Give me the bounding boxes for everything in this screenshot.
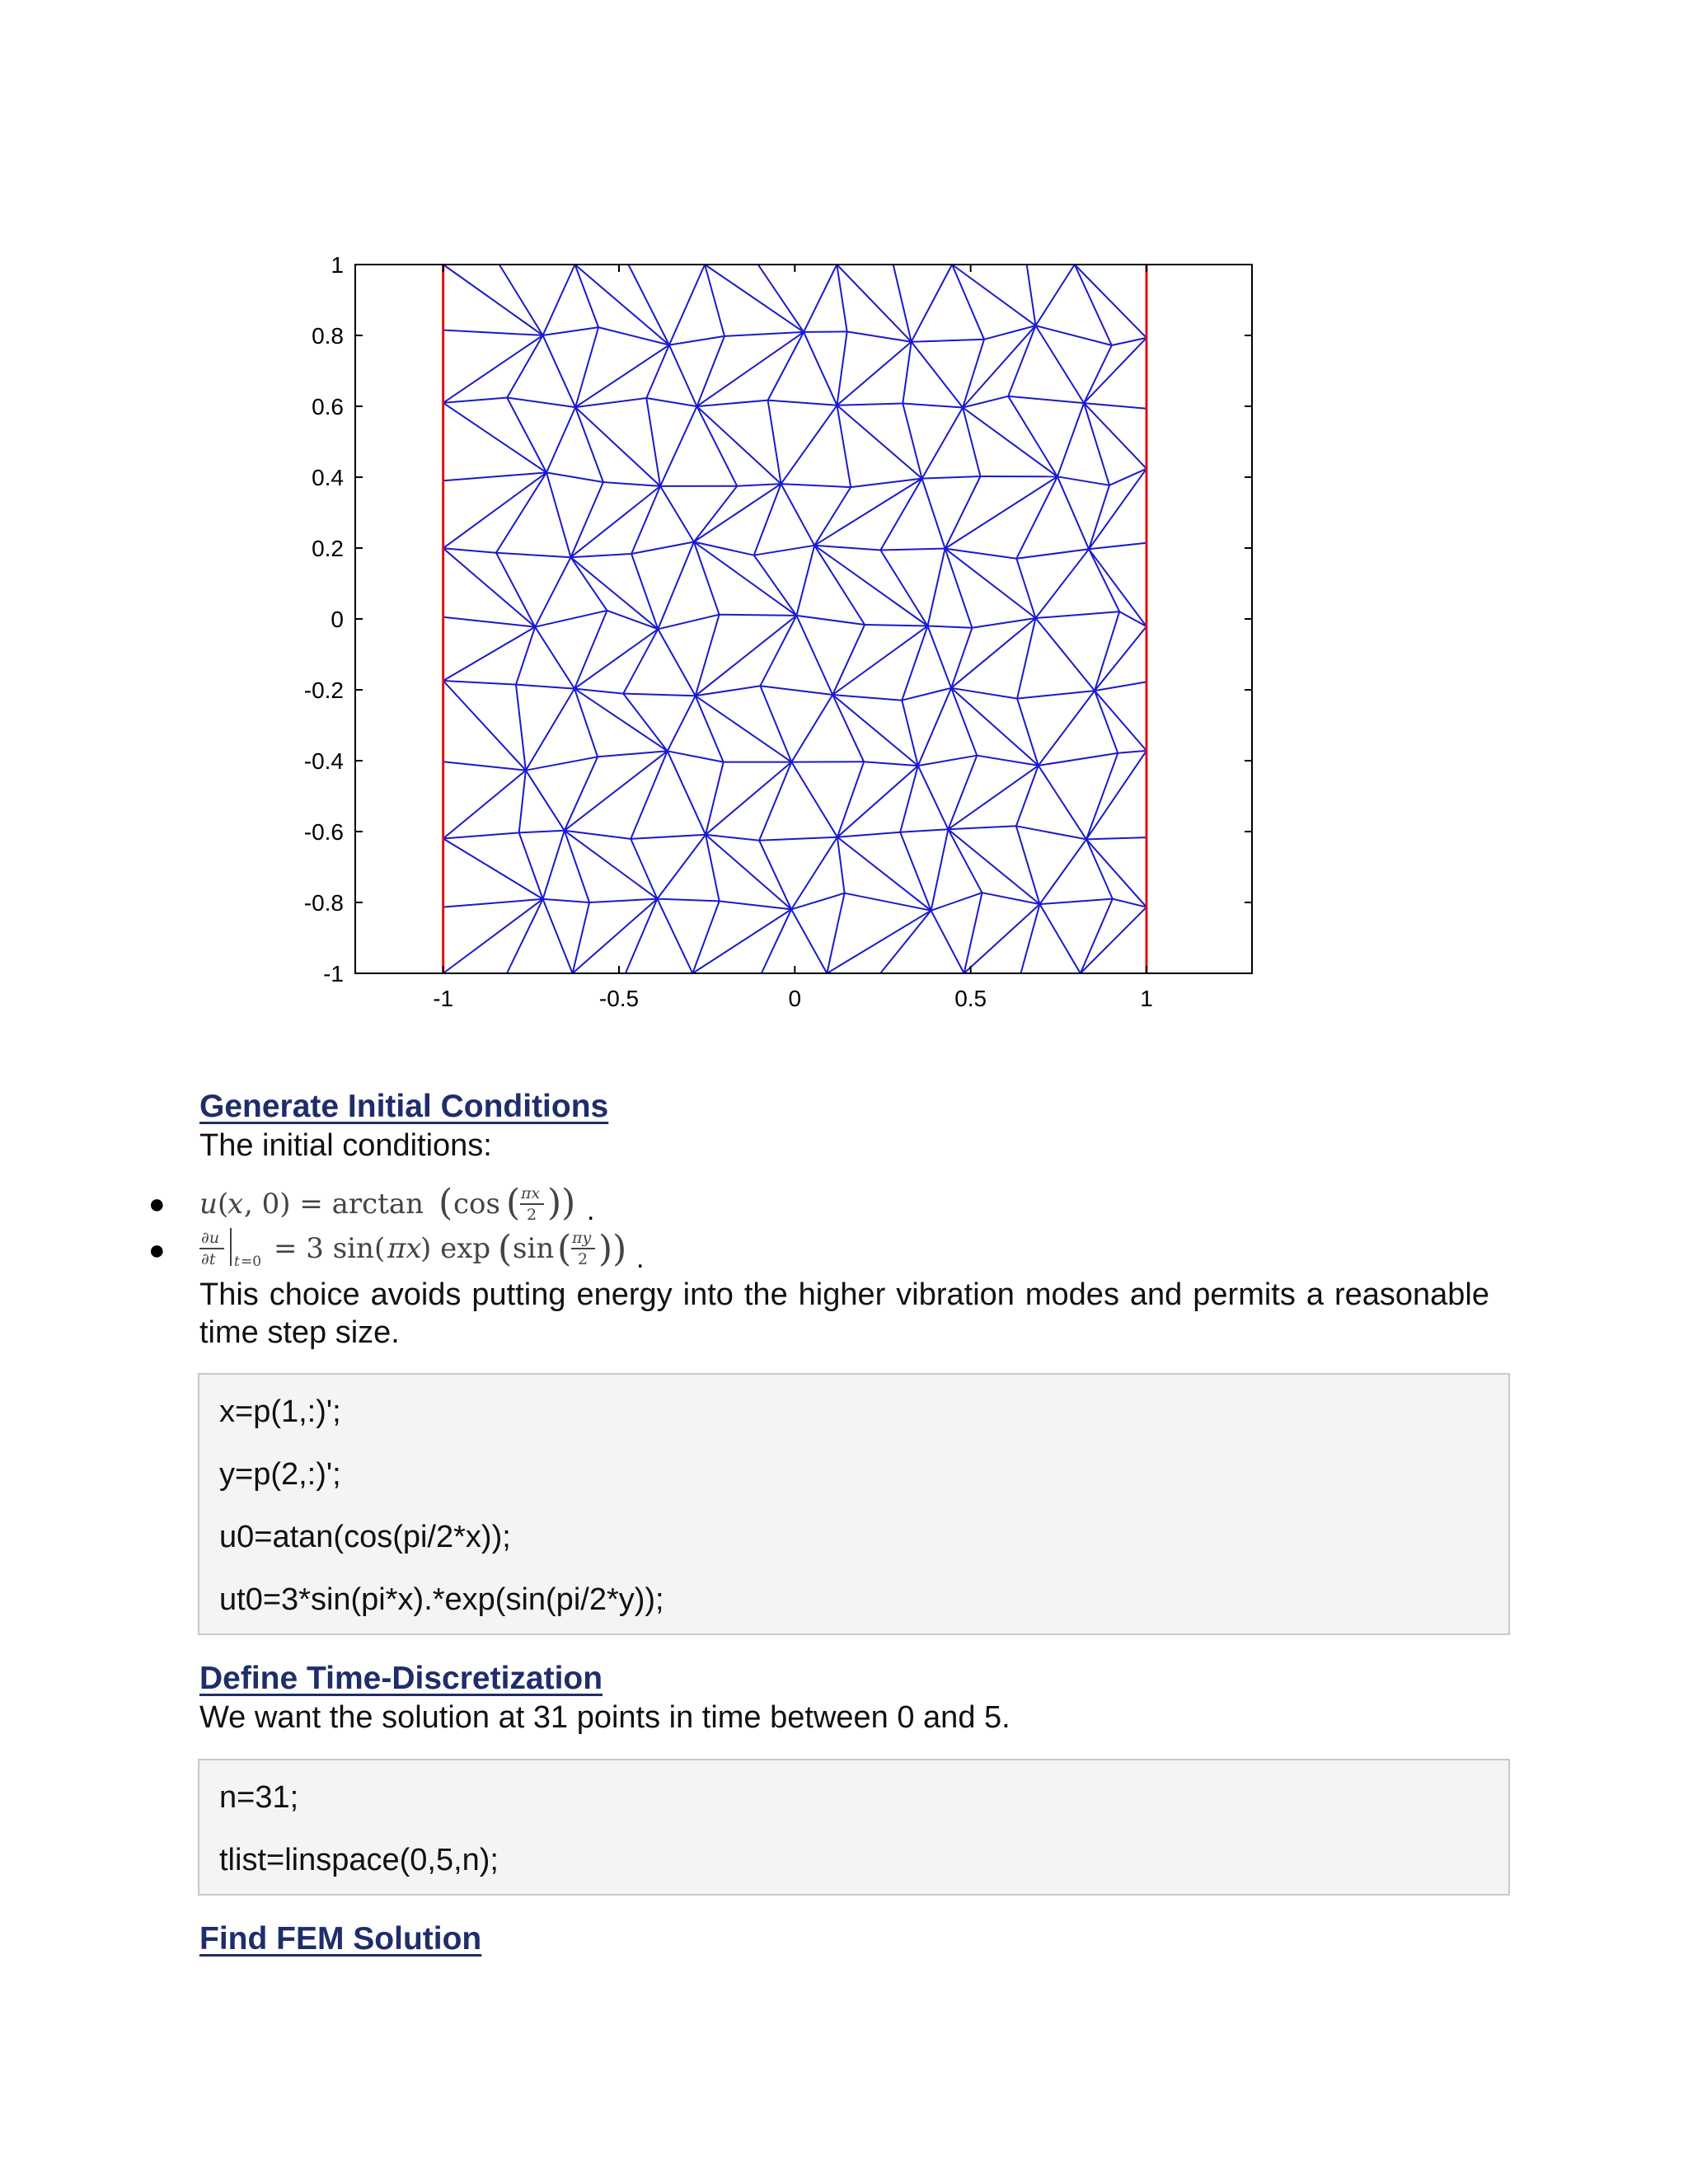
svg-text:πx: πx (521, 1184, 541, 1202)
x-tick-label: 0.5 (954, 986, 987, 1011)
svg-text:) exp: ) exp (420, 1232, 491, 1265)
code-line: x=p(1,:)'; (219, 1394, 341, 1429)
x-tick-labels (433, 986, 1153, 1011)
x-tick-label: -0.5 (598, 986, 640, 1011)
svg-text:)): )) (598, 1228, 627, 1270)
formula-ut0-rendering (199, 1225, 826, 1271)
x-tick-label: 1 (1140, 986, 1153, 1011)
y-tick-label: 0 (331, 607, 344, 632)
x-tick-label: 0 (788, 986, 802, 1011)
bullet-icon: ● (148, 1235, 166, 1266)
initial-conditions-intro: The initial conditions: (199, 1128, 492, 1163)
code-line: n=31; (219, 1780, 299, 1815)
svg-text:∂u: ∂u (201, 1229, 220, 1247)
y-tick-label: -0.2 (303, 677, 344, 703)
svg-text:(: ( (218, 1188, 229, 1221)
y-tick-label: -0.4 (303, 748, 344, 774)
heading-initial-conditions[interactable]: Generate Initial Conditions (199, 1089, 609, 1124)
heading-find-fem-solution[interactable]: Find FEM Solution (199, 1921, 482, 1957)
heading-time-discretization[interactable]: Define Time-Discretization (199, 1661, 603, 1696)
svg-text:sin: sin (513, 1232, 555, 1265)
bullet-icon: ● (148, 1188, 166, 1220)
svg-text:πy: πy (572, 1229, 592, 1247)
code-block-initial-conditions (198, 1373, 1510, 1635)
y-tick-label: 1 (331, 252, 344, 278)
formula-u0 (148, 1179, 808, 1225)
y-tick-label: -0.8 (303, 890, 344, 916)
initial-conditions-explanation: This choice avoids putting energy into the higher vibration modes and permits a reasonable time step size. (199, 1277, 1489, 1350)
y-tick-label: 0.6 (312, 394, 344, 419)
y-tick-label: 0.4 (312, 465, 344, 490)
svg-text:2: 2 (578, 1250, 588, 1268)
mesh-edge (804, 331, 847, 332)
x-tick-label: -1 (433, 986, 454, 1011)
y-tick-labels (304, 252, 344, 987)
svg-text:(: ( (498, 1228, 513, 1270)
code-line: y=p(2,:)'; (219, 1457, 341, 1492)
y-tick-label: 0.8 (312, 323, 344, 349)
svg-text:t: t (234, 1254, 240, 1270)
code-line: ut0=3*sin(pi*x).*exp(sin(pi/2*y)); (219, 1582, 664, 1617)
code-block-time-discretization (198, 1759, 1510, 1896)
svg-text:= 3 sin(: = 3 sin( (274, 1232, 386, 1265)
svg-text:2: 2 (527, 1206, 537, 1224)
y-tick-label: 0.2 (312, 536, 344, 561)
mesh-figure (0, 0, 1688, 1038)
svg-text:, 0) = arctan: , 0) = arctan (244, 1188, 424, 1221)
formula-u0-trailing: . (587, 1195, 595, 1225)
formula-u0-rendering (199, 1179, 776, 1225)
svg-text:(: ( (438, 1182, 453, 1224)
svg-text:)): )) (547, 1182, 576, 1224)
mesh-edge (720, 615, 797, 616)
formula-ut0-trailing: . (636, 1243, 645, 1271)
svg-text:u: u (199, 1188, 218, 1221)
y-tick-label: -0.6 (303, 819, 344, 845)
formula-ut0 (148, 1225, 808, 1271)
svg-text:(: ( (506, 1182, 521, 1224)
svg-text:x: x (227, 1188, 244, 1221)
y-tick-label: -1 (323, 961, 344, 987)
svg-text:(: ( (557, 1228, 572, 1270)
code-line: tlist=linspace(0,5,n); (219, 1843, 499, 1877)
code-line: u0=atan(cos(pi/2*x)); (219, 1520, 511, 1554)
svg-text:∂t: ∂t (201, 1250, 216, 1268)
svg-text:=0: =0 (241, 1254, 262, 1270)
svg-text:cos: cos (453, 1188, 500, 1221)
time-discretization-text: We want the solution at 31 points in time between 0 and 5. (199, 1700, 1010, 1735)
svg-text:πx: πx (387, 1232, 422, 1265)
